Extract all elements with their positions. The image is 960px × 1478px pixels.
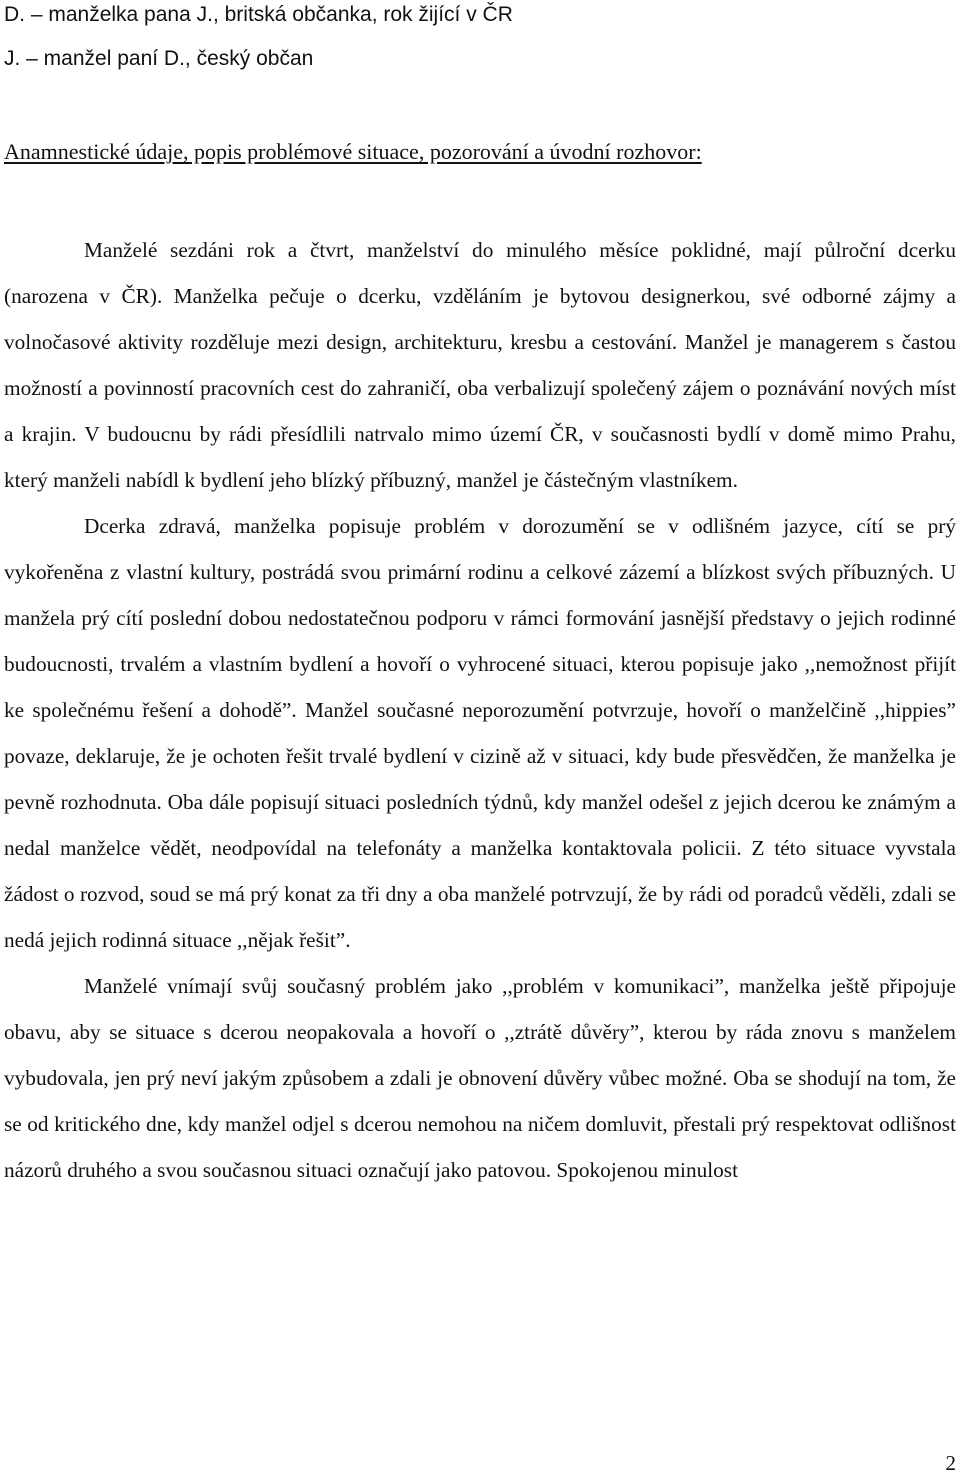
paragraph-3: Manželé vnímají svůj současný problém jako ,,problém v komunikaci”, manželka ještě připojuje obavu, aby se situace s dcerou neopakovala a hovoří o ,,ztrátě důvěry”, kterou by ráda znovu s manželem vybudovala, jen prý neví jakým způsobem a zdali je obnovení důvěry vůbec možné. Oba se shodují na tom, že se od kritického dne, kdy manžel odjel s dcerou nemohou na ničem domluvit, přestali prý respektovat odlišnost názorů druhého a svou současnou situaci označují jako patovou. Spokojenou minulost — [4, 974, 956, 1182]
body-text — [4, 227, 956, 1193]
paragraph-2: Dcerka zdravá, manželka popisuje problém v dorozumění se v odlišném jazyce, cítí se prý vykořeněna z vlastní kultury, postrádá svou primární rodinu a celkové zázemí a blízkost svých příbuzných. U manžela prý cítí poslední dobou nedostatečnou podporu v rámci formování jasnější představy o jejich rodinné budoucnosti, trvalém a vlastním bydlení a hovoří o vyhrocené situaci, kterou popisuje jako ,,nemožnost přijít ke společnému řešení a dohodě”. Manžel současné neporozumění potvrzuje, hovoří o manželčině ,,hippies” povaze, deklaruje, že je ochoten řešit trvalé bydlení v cizině až v situaci, kdy bude přesvědčen, že manželka je pevně rozhodnuta. Oba dále popisují situaci posledních týdnů, kdy manžel odešel z jejich dcerou ke známým a nedal manželce vědět, neodpovídal na telefonáty a manželka kontaktovala policii. Z této situace vyvstala žádost o rozvod, soud se má prý konat za tři dny a oba manželé potrvzují, že by rádi od poradců věděli, zdali se nedá jejich rodinná situace ,,nějak řešit”. — [4, 514, 956, 952]
page-number: 2 — [945, 1451, 956, 1475]
section-heading: Anamnestické údaje, popis problémové situace, pozorování a úvodní rozhovor: — [4, 139, 702, 164]
participant-husband-line: J. – manžel paní D., český občan — [4, 47, 314, 70]
participant-wife-line: D. – manželka pana J., britská občanka, rok žijící v ČR — [4, 3, 513, 26]
paragraph-1: Manželé sezdáni rok a čtvrt, manželství do minulého měsíce poklidné, mají půlroční dcerku (narozena v ČR). Manželka pečuje o dcerku, vzděláním je bytovou designerkou, své odborné zájmy a volnočasové aktivity rozděluje mezi design, architekturu, kresbu a cestování. Manžel je managerem s častou možností a povinností pracovních cest do zahraničí, oba verbalizují společený zájem o poznávání nových míst a krajin. V budoucnu by rádi přesídlili natrvalo mimo území ČR, v současnosti bydlí v domě mimo Prahu, který manželi nabídl k bydlení jeho blízký příbuzný, manžel je částečným vlastníkem. — [4, 238, 956, 492]
